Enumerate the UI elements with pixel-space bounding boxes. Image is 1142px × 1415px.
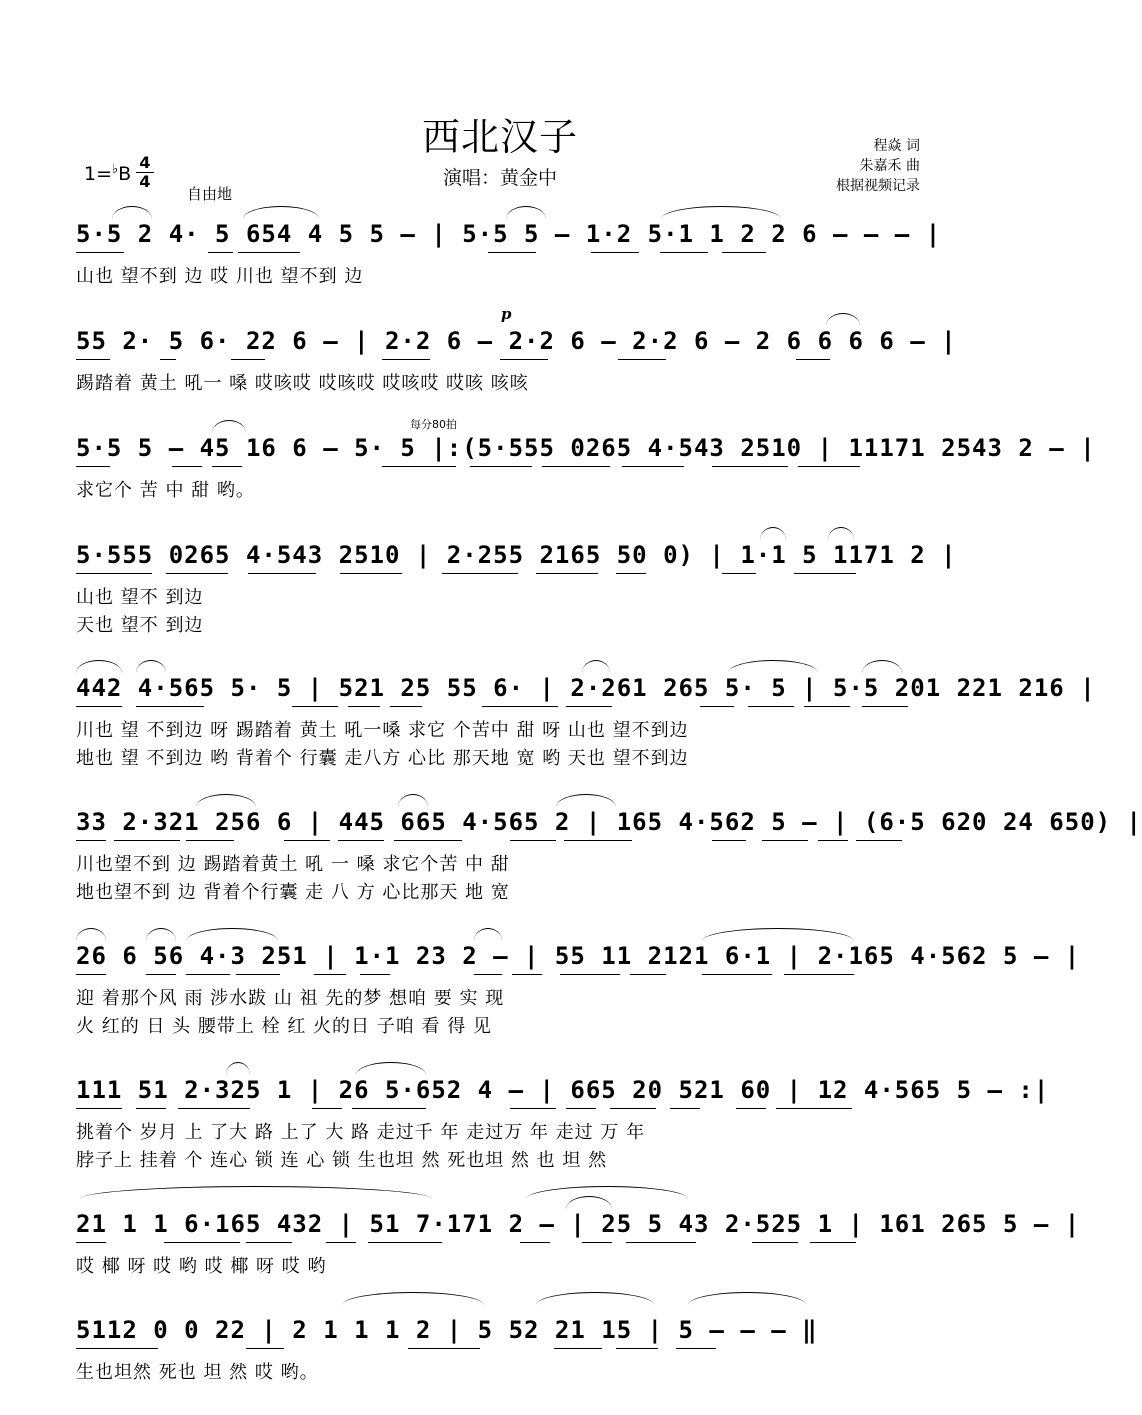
- beam-lines: [76, 840, 926, 848]
- lyric-line: 生也坦然 死也 坦 然 哎 哟。: [76, 1362, 319, 1383]
- lyric-line: 挑着个 岁月 上 了大 路 上了 大 路 走过千 年 走过万 年 走过 万 年: [76, 1122, 646, 1143]
- lyric-line: 地也 望 不到边 哟 背着个 行囊 走八方 心比 那天地 宽 哟 天也 望不到边: [76, 748, 689, 769]
- notation-line: 111 51 2·325 1 | 26 5·652 4 – | 665 20 521 60 | 12 4·565 5 – :|: [76, 1076, 1050, 1104]
- slur-mark: [342, 1292, 484, 1305]
- free-tempo-marking: 自由地: [187, 185, 233, 203]
- tempo-marking: 每分80拍: [410, 418, 457, 431]
- lyric-line: 迎 着那个风 雨 涉水跋 山 祖 先的梦 想咱 要 实 现: [76, 988, 505, 1009]
- lyric-line: 地也望不到 边 背着个行囊 走 八 方 心比那天 地 宽: [76, 882, 510, 903]
- beam-lines: [76, 1348, 926, 1356]
- beam-lines: [76, 706, 926, 714]
- slur-mark: [526, 1186, 688, 1199]
- notation-line: 5·5 5 – 45 16 6 – 5· 5 |:(5·555 0265 4·543 2510 | 11171 2543 2 – |: [76, 434, 1096, 462]
- notation-line: 442 4·565 5· 5 | 521 25 55 6· | 2·261 265 5· 5 | 5·5 201 221 216 |: [76, 674, 1096, 702]
- beam-lines: [76, 359, 926, 367]
- lyric-line: 哎 椰 呀 哎 哟 哎 椰 呀 哎 哟: [76, 1256, 327, 1277]
- time-signature: [136, 154, 154, 191]
- lyric-line: 求它个 苦 中 甜 哟。: [76, 480, 255, 501]
- notation-line: 26 6 56 4·3 251 | 1·1 23 2 – | 55 11 2121 6·1 | 2·165 4·562 5 – |: [76, 942, 1081, 970]
- slur-mark: [80, 1186, 432, 1199]
- time-signature-top: 4: [139, 153, 151, 172]
- notation-line: 5112 0 0 22 | 2 1 1 1 2 | 5 52 21 15 | 5 – – – ‖: [76, 1316, 818, 1344]
- time-signature-bottom: 4: [136, 172, 154, 191]
- beam-lines: [76, 1108, 926, 1116]
- lyric-line: 山也 望不到 边 哎 川也 望不到 边: [76, 266, 364, 287]
- beam-lines: [76, 1242, 926, 1250]
- lyric-line: 踢踏着 黄土 吼一 嗓 哎咳哎 哎咳哎 哎咳哎 哎咳 咳咳: [76, 373, 529, 394]
- notation-line: 5·555 0265 4·543 2510 | 2·255 2165 50 0) | 1·1 5 1171 2 |: [76, 541, 957, 569]
- composer-credit: 朱嘉禾 曲: [859, 158, 920, 174]
- lyric-line: 天也 望不 到边: [76, 615, 204, 636]
- notation-line: 5·5 2 4· 5 654 4 5 5 – | 5·5 5 – 1·2 5·1 1 2 2 6 – – – |: [76, 220, 942, 248]
- flat-icon: ♭: [112, 162, 119, 177]
- lyric-line: 川也望不到 边 踢踏着黄土 吼 一 嗓 求它个苦 中 甜: [76, 854, 510, 875]
- beam-lines: [76, 252, 926, 260]
- credits: [836, 136, 920, 196]
- song-title: 西北汉子: [421, 115, 578, 159]
- lyric-line: 脖子上 挂着 个 连心 锁 连 心 锁 生也坦 然 死也坦 然 也 坦 然: [76, 1150, 608, 1171]
- source-note: 根据视频记录: [836, 178, 920, 194]
- notation-line: 21 1 1 6·165 432 | 51 7·171 2 – | 25 5 43 2·525 1 | 161 265 5 – |: [76, 1210, 1081, 1238]
- dynamic-marking: p: [501, 305, 512, 323]
- slur-mark: [536, 1292, 654, 1305]
- beam-lines: [76, 974, 926, 982]
- key-signature: [84, 162, 131, 185]
- lyricist-credit: 程焱 词: [873, 138, 920, 154]
- slur-mark: [688, 1292, 806, 1305]
- lyric-line: 川也 望 不到边 呀 踢踏着 黄土 吼一嗓 求它 个苦中 甜 呀 山也 望不到边: [76, 720, 689, 741]
- key-prefix: 1=: [84, 163, 113, 185]
- singer-credit: 演唱：黄金中: [442, 167, 557, 189]
- lyric-line: 山也 望不 到边: [76, 587, 204, 608]
- beam-lines: [76, 573, 926, 581]
- notation-line: 55 2· 5 6· 22 6 – | 2·2 6 – 2·2 6 – 2·2 6 – 2 6 6 6 6 – |: [76, 327, 957, 355]
- beam-lines: [76, 466, 926, 474]
- notation-line: 33 2·321 256 6 | 445 665 4·565 2 | 165 4·562 5 – | (6·5 620 24 650) |: [76, 808, 1142, 836]
- key-note: B: [118, 163, 132, 185]
- lyric-line: 火 红的 日 头 腰带上 栓 红 火的日 子咱 看 得 见: [76, 1016, 492, 1037]
